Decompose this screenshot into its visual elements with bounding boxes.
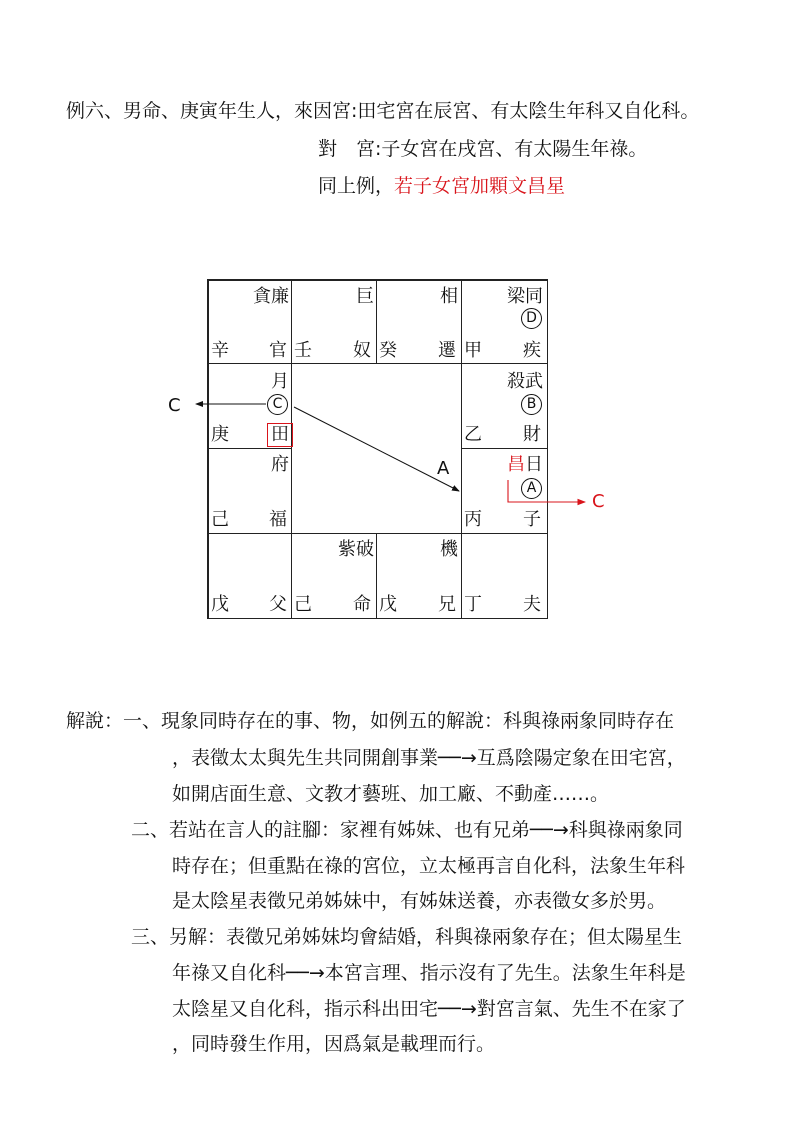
cell-shen-stars: 梁同: [507, 286, 543, 307]
explanation-line-1: 解說：一、現象同時存在的事、物，如例五的解說：科與祿兩象同時存在: [66, 710, 675, 732]
cell-chou-stem: 己: [294, 594, 312, 615]
explanation-line-7: 三、另解：表徵兄弟姊妹均會結婚，科與祿兩象存在；但太陽星生: [131, 926, 683, 948]
cell-zi-palace: 兄: [438, 594, 456, 615]
explanation-line-3: 如開店面生意、文教才藝班、加工廠、不動產‥‥‥。: [172, 783, 610, 805]
cell-hai-palace: 夫: [523, 594, 541, 615]
explanation-line-6: 是太陰星表徵兄弟姊妹中，有姊妹送養，亦表徵女多於男。: [172, 890, 667, 912]
cell-wei-stem: 癸: [379, 340, 397, 361]
explanation-line-9: 太陰星又自化科，指示科出田宅──→對宮言氣、先生不在家了: [172, 998, 686, 1020]
cell-wu-stem: 壬: [294, 340, 312, 361]
cell-wu-palace: 奴: [353, 340, 371, 361]
cell-mao-stars: 府: [271, 454, 289, 475]
cell-xu-star-ri: 日: [525, 454, 543, 475]
cell-mao-palace: 福: [269, 509, 287, 530]
circle-mark-c: C: [267, 394, 288, 415]
cell-chen-stem: 庚: [211, 424, 229, 445]
label-c-left: C: [168, 395, 181, 416]
explanation-line-4: 二、若站在言人的註腳：家裡有姊妹、也有兄弟──→科與祿兩象同: [131, 819, 683, 841]
cell-chou-palace: 命: [353, 594, 371, 615]
cell-yin-stem: 戊: [211, 594, 229, 615]
circle-mark-b: B: [521, 394, 542, 415]
cell-shen-palace: 疾: [523, 340, 541, 361]
cell-wei-stars: 相: [440, 286, 458, 307]
cell-si-palace: 官: [269, 340, 287, 361]
cell-hai-stem: 丁: [464, 594, 482, 615]
cell-xu-stem: 丙: [464, 509, 482, 530]
cell-si-stars: 貪廉: [253, 286, 289, 307]
header-line-1: 例六、男命、庚寅年生人，來因宮:田宅宮在辰宮、有太陰生年科又自化科。: [66, 100, 700, 122]
explanation-line-10: ，同時發生作用，因爲氣是載理而行。: [172, 1033, 496, 1055]
arrow-c-right: [508, 480, 585, 502]
cell-si-stem: 辛: [211, 340, 229, 361]
cell-wei-palace: 遷: [438, 340, 456, 361]
cell-zi-stars: 機: [440, 539, 458, 560]
cell-chou-stars: 紫破: [338, 539, 374, 560]
cell-xu-star-chang: 昌: [507, 454, 525, 475]
header-line-2: 對 宮:子女宮在戌宮、有太陽生年祿。: [318, 138, 648, 160]
cell-zi-stem: 戊: [379, 594, 397, 615]
explanation-line-2: ，表徵太太與先生共同開創事業──→互爲陰陽定象在田宅宮，: [172, 747, 686, 769]
cell-you-stars: 殺武: [507, 371, 543, 392]
circle-mark-a: A: [521, 478, 542, 499]
cell-xu-palace: 子: [523, 509, 541, 530]
circle-mark-d: D: [521, 308, 542, 329]
cell-mao-stem: 己: [211, 509, 229, 530]
label-a: A: [437, 458, 450, 479]
explanation-line-5: 時存在；但重點在祿的宮位，立太極再言自化科，法象生年科: [172, 855, 686, 877]
label-c-right: C: [592, 491, 605, 512]
header-line-3-highlight: 若子女宮加顆文昌星: [394, 175, 566, 197]
cell-chen-stars: 月: [271, 371, 289, 392]
arrow-a-diagonal: [294, 407, 459, 491]
cell-you-stem: 乙: [464, 424, 482, 445]
explanation-line-8: 年祿又自化科──→本宮言理、指示沒有了先生。法象生年科是: [172, 962, 686, 984]
cell-chen-palace: 田: [271, 424, 289, 445]
cell-shen-stem: 甲: [464, 340, 482, 361]
cell-yin-palace: 父: [269, 594, 287, 615]
cell-wu-stars: 巨: [356, 286, 374, 307]
header-line-3-prefix: 同上例，: [318, 175, 395, 197]
cell-you-palace: 財: [523, 424, 541, 445]
